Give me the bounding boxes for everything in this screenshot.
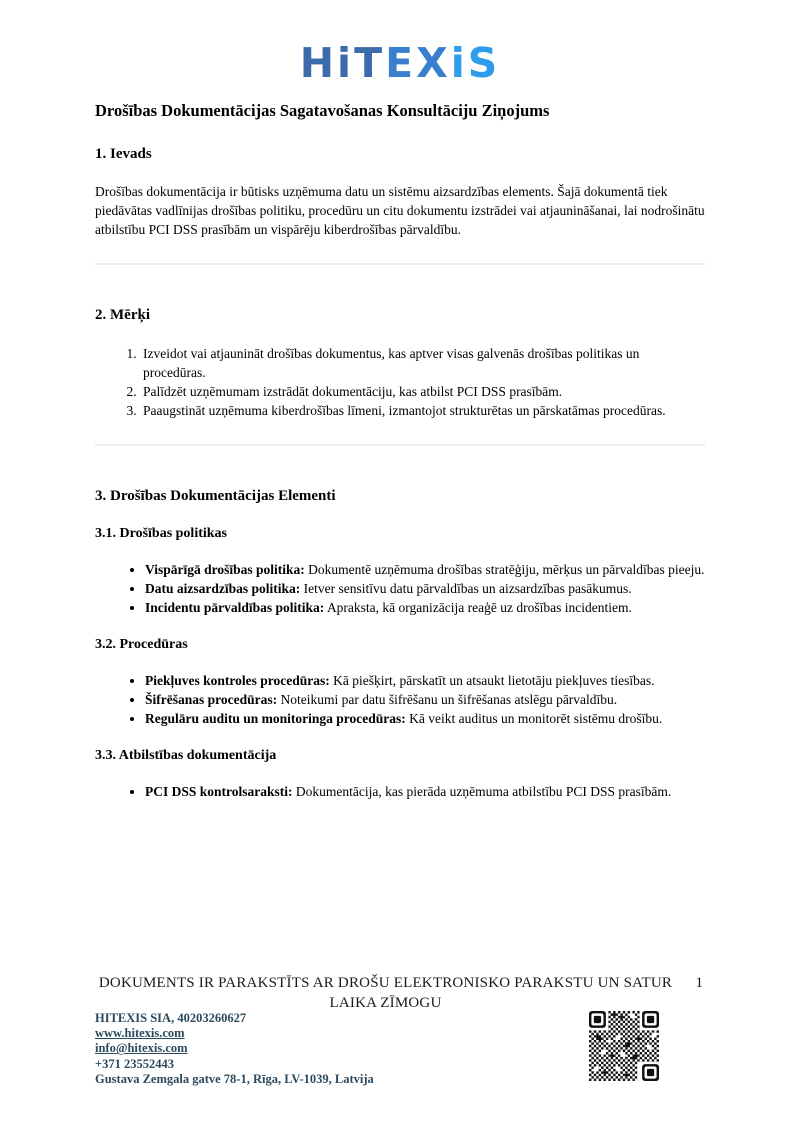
item-description: Noteikumi par datu šifrēšanu un šifrēšanas atslēgu pārvaldību. (280, 692, 618, 707)
qr-code-icon (587, 1011, 661, 1081)
list-item (145, 690, 705, 709)
list-item (145, 560, 705, 579)
item-term: Regulāru auditu un monitoringa procedūras: (145, 711, 406, 726)
list-item (145, 598, 705, 617)
objective-item: 3. Paaugstināt uzņēmuma kiberdrošības līmeni, izmantojot strukturētas un pārskatāmas procedūras. (140, 401, 705, 420)
email-link[interactable]: info@hitexis.com (95, 1041, 188, 1056)
list-item (145, 579, 705, 598)
section-heading-merki: 2. Mērķi (95, 307, 150, 323)
item-description: Kā piešķirt, pārskatīt un atsaukt lietotāju piekļuves tiesības. (333, 673, 655, 688)
subsection-heading-atbilstiba: 3.3. Atbilstības dokumentācija (95, 748, 277, 763)
item-term: PCI DSS kontrolsaraksti: (145, 784, 293, 799)
objective-item: 2. Palīdzēt uzņēmumam izstrādāt dokumentāciju, kas atbilst PCI DSS prasībām. (140, 382, 705, 401)
procedures-list (95, 671, 705, 728)
item-description: Apraksta, kā organizācija reaģē uz drošības incidentiem. (326, 600, 632, 615)
section-divider (95, 263, 705, 265)
item-term: Piekļuves kontroles procedūras: (145, 673, 330, 688)
objective-item: 1. Izveidot vai atjaunināt drošības dokumentus, kas aptver visas galvenās drošības politikas un procedūras. (140, 344, 705, 382)
item-description: Ietver sensitīvu datu pārvaldības un aizsardzības pasākumus. (303, 581, 632, 596)
logo-text-part: iS (450, 39, 501, 87)
page-number: 1 (695, 975, 703, 991)
logo-text-part: HiT (299, 39, 386, 87)
website-link[interactable]: www.hitexis.com (95, 1026, 185, 1041)
item-term: Šifrēšanas procedūras: (145, 692, 278, 707)
section-divider (95, 444, 705, 446)
contact-block (95, 1011, 374, 1087)
section-heading-elementi: 3. Drošības Dokumentācijas Elementi (95, 488, 336, 504)
item-term: Incidentu pārvaldības politika: (145, 600, 325, 615)
company-name: HITEXIS SIA, 40203260627 (95, 1011, 247, 1025)
item-description: Kā veikt auditus un monitorēt sistēmu drošību. (409, 711, 663, 726)
item-term: Datu aizsardzības politika: (145, 581, 301, 596)
phone-number: +371 23552443 (95, 1056, 174, 1071)
page-footer (0, 973, 800, 1086)
objectives-list (95, 344, 705, 420)
section-heading-ievads: 1. Ievads (95, 146, 152, 162)
list-item (145, 709, 705, 728)
signature-statement: DOKUMENTS IR PARAKSTĪTS AR DROŠU ELEKTRONISKO PARAKSTU UN SATUR LAIKA ZĪMOGU (98, 975, 673, 1011)
subsection-heading-politikas: 3.1. Drošības politikas (95, 526, 227, 541)
company-address: Gustava Zemgala gatve 78-1, Rīga, LV-1039, Latvija (95, 1071, 374, 1086)
item-term: Vispārīgā drošības politika: (145, 562, 305, 577)
hitexis-logo (0, 38, 800, 88)
compliance-list (95, 782, 705, 801)
policies-list (95, 560, 705, 617)
item-description: Dokumentē uzņēmuma drošības stratēģiju, mērķus un pārvaldības pieeju. (308, 562, 705, 577)
subsection-heading-proceduras: 3.2. Procedūras (95, 637, 188, 652)
list-item (145, 671, 705, 690)
item-description: Dokumentācija, kas pierāda uzņēmuma atbilstību PCI DSS prasībām. (295, 784, 672, 799)
page-title: Drošības Dokumentācijas Sagatavošanas Konsultāciju Ziņojums (95, 101, 550, 120)
intro-paragraph: Drošības dokumentācija ir būtisks uzņēmuma datu un sistēmu aizsardzības elements. Šajā dokumentā tiek piedāvātas vadlīnijas drošības politiku, procedūru un citu dokumentu izstrādei vai atjaunināšanai, lai nodrošinātu atbilstību PCI DSS prasībām un vispārēju kiberdrošības pārvaldību. (95, 184, 705, 237)
list-item (145, 782, 705, 801)
logo-text-part: EX (385, 39, 451, 87)
